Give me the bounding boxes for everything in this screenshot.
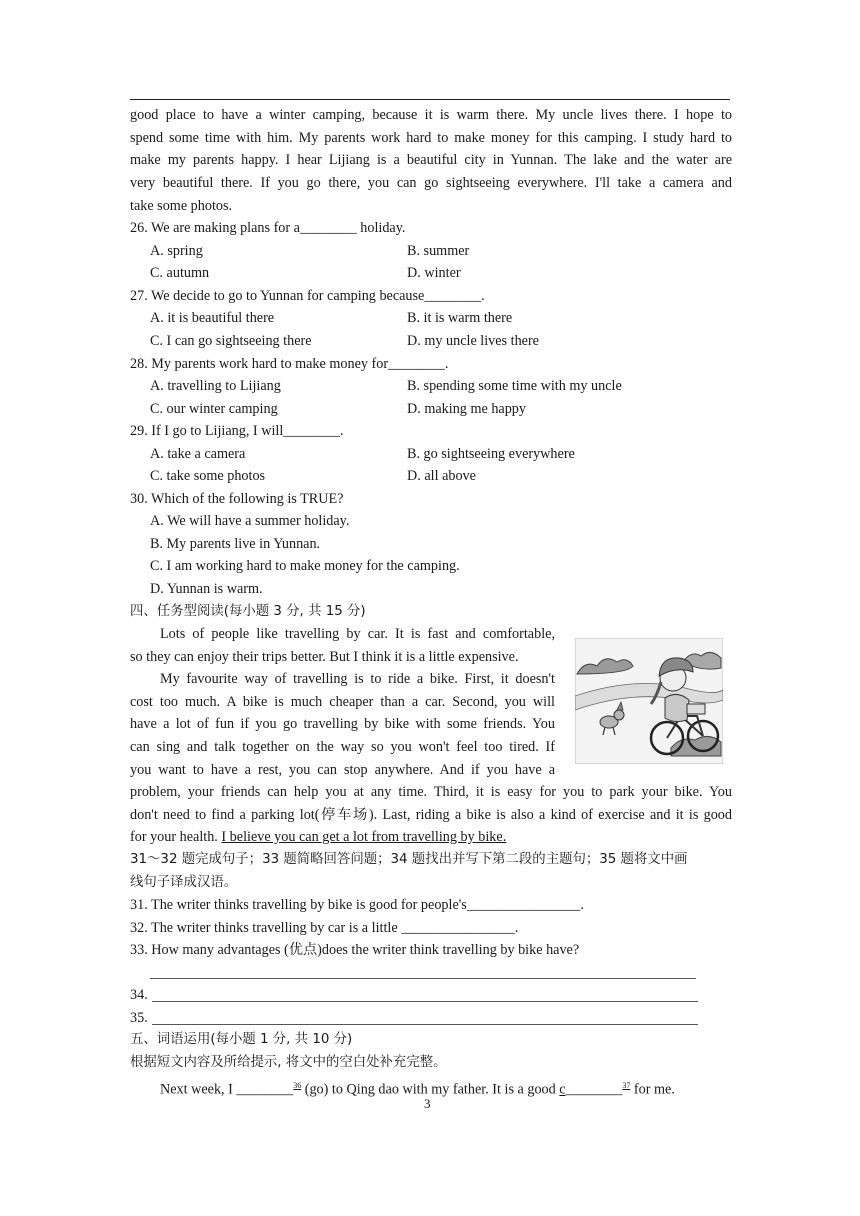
reading-line: cost too much. A bike is much cheaper than a car. Second, you will bbox=[130, 694, 555, 710]
question-33: 33. How many advantages (优点)does the writer think travelling by bike have? bbox=[130, 942, 580, 958]
bike-illustration bbox=[575, 638, 723, 764]
reading-text: for your health. bbox=[130, 829, 222, 845]
passage-line: take some photos. bbox=[130, 198, 233, 214]
reading-line: My favourite way of travelling is to ride a bike. First, it doesn't bbox=[160, 671, 555, 687]
answer-line[interactable] bbox=[152, 1024, 698, 1025]
passage-line: good place to have a winter camping, because it is warm there. My uncle lives there. I hope to bbox=[130, 107, 732, 123]
question-32: 32. The writer thinks travelling by car is a little ________________. bbox=[130, 920, 519, 936]
option-a: A. it is beautiful there bbox=[150, 310, 275, 326]
option-b: B. summer bbox=[407, 243, 470, 259]
option-c: C. I am working hard to make money for the camping. bbox=[150, 558, 460, 574]
option-b: B. go sightseeing everywhere bbox=[407, 446, 575, 462]
cloze-text: Next week, I ________ bbox=[160, 1081, 294, 1098]
reading-line bbox=[130, 826, 506, 848]
question-31: 31. The writer thinks travelling by bike is good for people's________________. bbox=[130, 897, 584, 913]
option-c: C. our winter camping bbox=[150, 401, 278, 417]
option-b: B. spending some time with my uncle bbox=[407, 378, 622, 394]
option-a: A. travelling to Lijiang bbox=[150, 378, 281, 394]
underlined-sentence: I believe you can get a lot from travelling by bike. bbox=[221, 829, 507, 845]
option-b: B. it is warm there bbox=[407, 310, 513, 326]
option-b: B. My parents live in Yunnan. bbox=[150, 536, 321, 552]
blank-37[interactable]: ________ bbox=[565, 1081, 623, 1098]
hint-letter: c bbox=[559, 1081, 566, 1098]
answer-line[interactable] bbox=[150, 978, 696, 979]
option-c: C. take some photos bbox=[150, 468, 266, 484]
page-number: 3 bbox=[424, 1096, 431, 1111]
task-instruction: 31～32 题完成句子；33 题简略回答问题；34 题找出并写下第二段的主题句；35 题将文中画 bbox=[130, 852, 688, 867]
option-a: A. spring bbox=[150, 243, 203, 259]
option-d: D. making me happy bbox=[407, 401, 526, 417]
top-divider bbox=[130, 99, 730, 100]
section-instruction: 根据短文内容及所给提示, 将文中的空白处补充完整。 bbox=[130, 1055, 447, 1070]
question-stem: 26. We are making plans for a________ holiday. bbox=[130, 220, 406, 236]
task-instruction: 线句子译成汉语。 bbox=[130, 875, 238, 890]
reading-line: so they can enjoy their trips better. But I think it is a little expensive. bbox=[130, 649, 519, 665]
option-d: D. winter bbox=[407, 265, 461, 281]
reading-line: have a lot of fun if you go travelling by bike with some friends. You bbox=[130, 716, 555, 732]
option-d: D. Yunnan is warm. bbox=[150, 581, 263, 597]
question-35: 35. bbox=[130, 1010, 148, 1026]
question-stem: 28. My parents work hard to make money for________. bbox=[130, 356, 449, 372]
cloze-line bbox=[160, 1075, 675, 1101]
blank-number-36: 36 bbox=[293, 1081, 302, 1090]
question-34: 34. bbox=[130, 987, 148, 1003]
reading-line: don't need to find a parking lot(停车场). Last, riding a bike is also a kind of exercise and it is good bbox=[130, 807, 732, 823]
passage-line: make my parents happy. I hear Lijiang is a beautiful city in Yunnan. The lake and the water are bbox=[130, 152, 732, 168]
question-stem: 30. Which of the following is TRUE? bbox=[130, 491, 344, 507]
option-d: D. all above bbox=[407, 468, 476, 484]
section-heading: 五、词语运用(每小题 1 分, 共 10 分) bbox=[130, 1032, 353, 1047]
question-stem: 27. We decide to go to Yunnan for camping because________. bbox=[130, 288, 485, 304]
reading-line: Lots of people like travelling by car. It is fast and comfortable, bbox=[160, 626, 555, 642]
section-heading: 四、任务型阅读(每小题 3 分, 共 15 分) bbox=[130, 604, 366, 619]
option-a: A. take a camera bbox=[150, 446, 246, 462]
cloze-text: for me. bbox=[630, 1081, 675, 1098]
option-a: A. We will have a summer holiday. bbox=[150, 513, 350, 529]
option-c: C. autumn bbox=[150, 265, 210, 281]
reading-line: you want to have a rest, you can stop anywhere. And if you have a bbox=[130, 762, 555, 778]
answer-line[interactable] bbox=[152, 1001, 698, 1002]
cloze-text: (go) to Qing dao with my father. It is a good bbox=[301, 1081, 560, 1098]
reading-line: problem, your friends can help you at any time. Third, it is easy for you to park your bike. You bbox=[130, 784, 732, 800]
reading-line: can sing and talk together on the way so you won't feel too tired. If bbox=[130, 739, 555, 755]
passage-line: spend some time with him. My parents work hard to make money for this camping. I study hard to bbox=[130, 130, 732, 146]
question-stem: 29. If I go to Lijiang, I will________. bbox=[130, 423, 344, 439]
option-c: C. I can go sightseeing there bbox=[150, 333, 312, 349]
passage-line: very beautiful there. If you go there, you can go sightseeing everywhere. I'll take a camera and bbox=[130, 175, 732, 191]
blank-number-37: 37 bbox=[622, 1081, 631, 1090]
option-d: D. my uncle lives there bbox=[407, 333, 539, 349]
